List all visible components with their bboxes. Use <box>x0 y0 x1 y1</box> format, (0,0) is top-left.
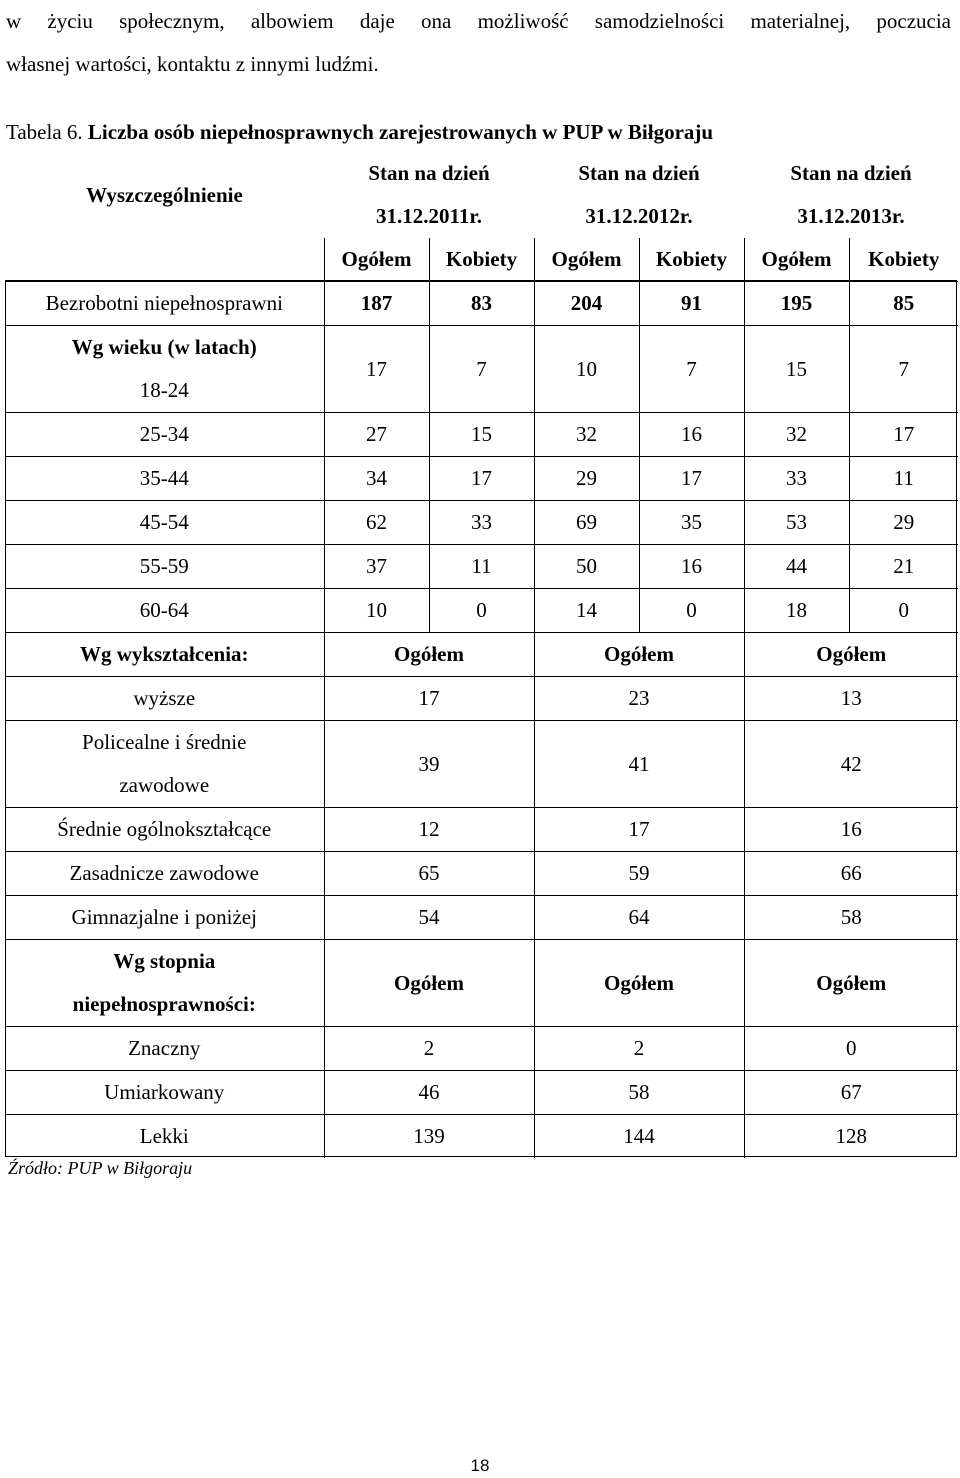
subheader-empty <box>5 238 324 282</box>
period-2012-line1: Stan na dzień <box>578 161 700 185</box>
table-cell: 0 <box>429 589 534 633</box>
row-label: 55-59 <box>5 545 324 589</box>
table-cell: 32 <box>534 413 639 457</box>
table-cell: 32 <box>744 413 849 457</box>
disability-section-title <box>5 940 324 1027</box>
table-cell: 128 <box>744 1115 958 1159</box>
disability-title-line: niepełnosprawności: <box>72 992 256 1016</box>
period-2011-line1: Stan na dzień <box>368 161 490 185</box>
education-section-title: Wg wykształcenia: <box>5 633 324 677</box>
table-row <box>5 1071 958 1115</box>
period-2012-line2: 31.12.2012r. <box>585 204 693 228</box>
total-cell: 83 <box>429 282 534 326</box>
row-label: Znaczny <box>5 1027 324 1071</box>
table-cell: 17 <box>324 326 429 413</box>
table-cell: 64 <box>534 896 744 940</box>
table-cell: 67 <box>744 1071 958 1115</box>
table-cell: 16 <box>639 413 744 457</box>
data-table <box>5 152 958 1158</box>
table-cell: 17 <box>324 677 534 721</box>
total-cell: 195 <box>744 282 849 326</box>
row-label: 45-54 <box>5 501 324 545</box>
table-cell: 14 <box>534 589 639 633</box>
table-cell: 46 <box>324 1071 534 1115</box>
corner-label: Wyszczególnienie <box>86 182 243 207</box>
subheader-row <box>5 238 958 282</box>
table-row <box>5 808 958 852</box>
subheader-cell: Kobiety <box>639 238 744 282</box>
table-cell: 0 <box>744 1027 958 1071</box>
disability-title-line: Wg stopnia <box>113 949 216 973</box>
row-label: 25-34 <box>5 413 324 457</box>
intro-paragraph <box>6 0 951 86</box>
table-cell: 10 <box>534 326 639 413</box>
page-number: 18 <box>470 1456 490 1475</box>
caption-title: Liczba osób niepełnosprawnych zarejestrowanych w PUP w Biłgoraju <box>87 120 714 144</box>
education-header-cell: Ogółem <box>744 633 958 677</box>
table-cell: 139 <box>324 1115 534 1159</box>
table-cell: 39 <box>324 721 534 808</box>
total-cell: 204 <box>534 282 639 326</box>
row-label: Umiarkowany <box>5 1071 324 1115</box>
total-cell: 85 <box>849 282 958 326</box>
table-cell: 17 <box>639 457 744 501</box>
source-note: Źródło: PUP w Biłgoraju <box>8 1158 193 1178</box>
table-cell: 66 <box>744 852 958 896</box>
row-label <box>5 721 324 808</box>
table-cell: 59 <box>534 852 744 896</box>
table-cell: 62 <box>324 501 429 545</box>
table-cell: 69 <box>534 501 639 545</box>
period-2011-line2: 31.12.2011r. <box>376 204 482 228</box>
education-header-row <box>5 633 958 677</box>
row-label: 60-64 <box>5 589 324 633</box>
table-cell: 144 <box>534 1115 744 1159</box>
table-cell: 2 <box>324 1027 534 1071</box>
row-label: Zasadnicze zawodowe <box>5 852 324 896</box>
row-label: 18-24 <box>139 378 189 402</box>
disability-header-cell: Ogółem <box>324 940 534 1027</box>
intro-line-2: własnej wartości, kontaktu z innymi ludźmi. <box>6 52 379 76</box>
education-header-cell: Ogółem <box>324 633 534 677</box>
table-cell: 29 <box>534 457 639 501</box>
table-cell: 18 <box>744 589 849 633</box>
table-cell: 41 <box>534 721 744 808</box>
table-cell: 12 <box>324 808 534 852</box>
row-label: wyższe <box>5 677 324 721</box>
table-cell: 15 <box>429 413 534 457</box>
table-cell: 42 <box>744 721 958 808</box>
table-row <box>5 721 958 808</box>
table-cell: 13 <box>744 677 958 721</box>
table-row <box>5 413 958 457</box>
table-cell: 35 <box>639 501 744 545</box>
table-row <box>5 896 958 940</box>
education-header-cell: Ogółem <box>534 633 744 677</box>
period-header-row-1 <box>5 152 958 195</box>
table-cell: 33 <box>744 457 849 501</box>
table-cell: 7 <box>639 326 744 413</box>
age-section-title: Wg wieku (w latach) <box>71 335 257 359</box>
table-cell: 29 <box>849 501 958 545</box>
row-label: 35-44 <box>5 457 324 501</box>
table-cell: 34 <box>324 457 429 501</box>
table-cell: 44 <box>744 545 849 589</box>
table-row <box>5 501 958 545</box>
table-cell: 50 <box>534 545 639 589</box>
subheader-cell: Ogółem <box>744 238 849 282</box>
table-row <box>5 545 958 589</box>
table-cell: 10 <box>324 589 429 633</box>
table-cell: 16 <box>744 808 958 852</box>
table-cell: 11 <box>849 457 958 501</box>
table-row <box>5 677 958 721</box>
table-cell: 54 <box>324 896 534 940</box>
table-cell: 23 <box>534 677 744 721</box>
table-row <box>5 1115 958 1159</box>
table-cell: 7 <box>849 326 958 413</box>
table-row <box>5 852 958 896</box>
table-cell: 0 <box>639 589 744 633</box>
table-cell: 65 <box>324 852 534 896</box>
row-label: Średnie ogólnokształcące <box>5 808 324 852</box>
table-row <box>5 457 958 501</box>
subheader-cell: Ogółem <box>324 238 429 282</box>
subheader-cell: Ogółem <box>534 238 639 282</box>
table-cell: 37 <box>324 545 429 589</box>
row-label-line: zawodowe <box>119 773 210 797</box>
table-cell: 27 <box>324 413 429 457</box>
table-row <box>5 589 958 633</box>
table-cell: 7 <box>429 326 534 413</box>
table-cell: 21 <box>849 545 958 589</box>
table-cell: 17 <box>429 457 534 501</box>
period-2013-line1: Stan na dzień <box>790 161 912 185</box>
caption-prefix: Tabela 6. <box>6 120 88 144</box>
table-cell: 33 <box>429 501 534 545</box>
row-label-line: Policealne i średnie <box>82 730 247 754</box>
table-cell: 58 <box>534 1071 744 1115</box>
table-cell: 15 <box>744 326 849 413</box>
table-cell: 17 <box>534 808 744 852</box>
row-label: Gimnazjalne i poniżej <box>5 896 324 940</box>
table-cell: 16 <box>639 545 744 589</box>
intro-line-1: w życiu społecznym, albowiem daje ona możliwość samodzielności materialnej, poczucia <box>6 9 951 33</box>
table-cell: 0 <box>849 589 958 633</box>
disability-header-row <box>5 940 958 1027</box>
total-row-label: Bezrobotni niepełnosprawni <box>5 282 324 326</box>
table-row <box>5 326 958 413</box>
age-first-label <box>5 326 324 413</box>
total-cell: 187 <box>324 282 429 326</box>
subheader-cell: Kobiety <box>849 238 958 282</box>
total-cell: 91 <box>639 282 744 326</box>
table-cell: 17 <box>849 413 958 457</box>
disability-header-cell: Ogółem <box>744 940 958 1027</box>
table-cell: 11 <box>429 545 534 589</box>
total-row <box>5 282 958 326</box>
table-cell: 2 <box>534 1027 744 1071</box>
table-row <box>5 1027 958 1071</box>
period-2013-line2: 31.12.2013r. <box>797 204 905 228</box>
table-caption <box>6 120 713 145</box>
table-cell: 58 <box>744 896 958 940</box>
row-label: Lekki <box>5 1115 324 1159</box>
table-cell: 53 <box>744 501 849 545</box>
disability-header-cell: Ogółem <box>534 940 744 1027</box>
subheader-cell: Kobiety <box>429 238 534 282</box>
